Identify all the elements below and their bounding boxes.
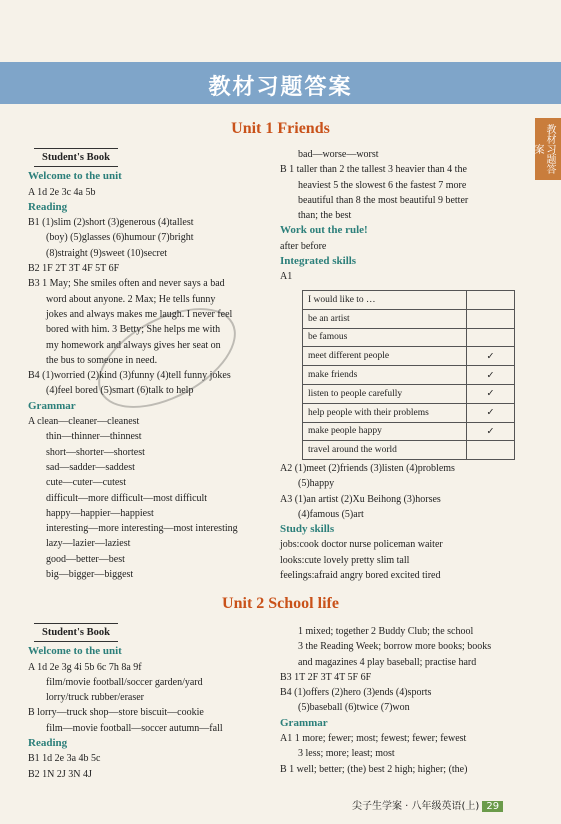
- answer-line: lazy—lazier—laziest: [46, 538, 131, 550]
- answer-line: 3 the Reading Week; borrow more books; books: [298, 641, 492, 653]
- answer-line: and magazines 4 play baseball; practise hard: [298, 656, 477, 668]
- answer-line: film—movie football—soccer autumn—fall: [46, 722, 223, 734]
- section-heading: Grammar: [280, 716, 328, 729]
- check-icon: [467, 309, 515, 328]
- students-book-heading: Student's Book: [34, 623, 118, 642]
- section-heading: Welcome to the unit: [28, 645, 122, 658]
- table-cell-item: I would like to …: [303, 291, 467, 310]
- answer-line: (8)straight (9)sweet (10)secret: [46, 247, 168, 259]
- table-cell-item: meet different people: [303, 347, 467, 366]
- section-heading: Grammar: [28, 399, 76, 412]
- answer-line: happy—happier—happiest: [46, 507, 154, 519]
- table-row: [303, 328, 515, 347]
- check-icon: [467, 328, 515, 347]
- answer-line: good—better—best: [46, 553, 125, 565]
- section-heading: Integrated skills: [280, 255, 357, 268]
- answer-line: B3 1T 2F 3T 4T 5F 6F: [280, 671, 372, 683]
- answer-line: big—bigger—biggest: [46, 569, 134, 581]
- answer-line: short—shorter—shortest: [46, 446, 145, 458]
- answer-line: B 1 well; better; (the) best 2 high; higher; (the): [280, 763, 468, 775]
- check-icon: ✓: [467, 403, 515, 422]
- check-icon: ✓: [467, 366, 515, 385]
- answer-line: interesting—more interesting—most interesting: [46, 523, 238, 535]
- answer-line: jobs:cook doctor nurse policeman waiter: [280, 539, 443, 551]
- unit2-right-column: [280, 624, 520, 777]
- table-row: [303, 347, 515, 366]
- answer-line: 1 mixed; together 2 Buddy Club; the school: [298, 626, 474, 637]
- table-row: [303, 403, 515, 422]
- answer-line: B1 1d 2e 3a 4b 5c: [28, 753, 101, 765]
- answer-line: 3 less; more; least; most: [298, 748, 395, 760]
- check-icon: ✓: [467, 422, 515, 441]
- answer-line: feelings:afraid angry bored excited tired: [280, 570, 441, 582]
- table-cell-item: make friends: [303, 366, 467, 385]
- table-cell-item: be famous: [303, 328, 467, 347]
- table-row: [303, 422, 515, 441]
- answer-line: looks:cute lovely pretty slim tall: [280, 554, 410, 566]
- section-heading: Reading: [28, 200, 68, 213]
- table-row: [303, 309, 515, 328]
- page-title: 教材习题答案: [208, 75, 353, 100]
- unit2-title: Unit 2 School life: [222, 595, 339, 612]
- page-number: 29: [482, 801, 503, 812]
- section-heading: Reading: [28, 737, 68, 750]
- table-cell-item: make people happy: [303, 422, 467, 441]
- answer-line: B4 (1)offers (2)hero (3)ends (4)sports: [280, 687, 432, 699]
- answer-line: A1 1 more; fewer; most; fewest; fewer; fewest: [280, 733, 467, 745]
- answer-line: bored with him. 3 Betty; She helps me with: [46, 324, 221, 336]
- table-cell-item: be an artist: [303, 309, 467, 328]
- answer-line: B lorry—truck shop—store biscuit—cookie: [28, 707, 204, 719]
- section-heading: Study skills: [280, 523, 335, 536]
- unit1-right-column-top: [280, 147, 520, 285]
- answer-line: B2 1F 2T 3T 4F 5T 6F: [28, 263, 120, 275]
- answer-line: lorry/truck rubber/eraser: [46, 692, 145, 704]
- answer-line: sad—sadder—saddest: [46, 461, 135, 473]
- answer-line: film/movie football/soccer garden/yard: [46, 676, 203, 688]
- unit1-title: Unit 1 Friends: [231, 120, 330, 137]
- table-row: [303, 441, 515, 460]
- answer-line: B2 1N 2J 3N 4J: [28, 768, 92, 780]
- answer-line: B1 (1)slim (2)short (3)generous (4)tallest: [28, 217, 194, 229]
- answer-line: A3 (1)an artist (2)Xu Beihong (3)horses: [280, 493, 441, 505]
- answer-line: cute—cuter—cutest: [46, 477, 126, 489]
- answer-line: B3 1 May; She smiles often and never says a bad: [28, 278, 225, 290]
- table-cell-item: help people with their problems: [303, 403, 467, 422]
- section-heading: Welcome to the unit: [28, 170, 122, 183]
- answer-line: B4 (1)worried (2)kind (3)funny (4)tell funny jokes: [28, 370, 231, 382]
- students-book-heading: Student's Book: [34, 148, 118, 167]
- answer-line: beautiful than 8 the most beautiful 9 better: [298, 194, 469, 206]
- answer-line: A2 (1)meet (2)friends (3)listen (4)problems: [280, 463, 455, 474]
- answer-line: (4)famous (5)art: [298, 508, 364, 520]
- answer-line: difficult—more difficult—most difficult: [46, 492, 208, 504]
- answer-line: (5)baseball (6)twice (7)won: [298, 702, 410, 714]
- answer-line: word about anyone. 2 Max; He tells funny: [46, 293, 216, 305]
- table-row: [303, 366, 515, 385]
- page-footer: [352, 797, 503, 812]
- footer-text: 尖子生学案 · 八年级英语(上): [352, 801, 480, 812]
- answer-line: A clean—cleaner—cleanest: [28, 416, 140, 428]
- section-heading: Work out the rule!: [280, 224, 368, 237]
- answer-line: than; the best: [298, 210, 352, 222]
- table-row: [303, 384, 515, 403]
- answer-line: my homework and always gives her seat on: [46, 339, 221, 351]
- answer-line: thin—thinner—thinnest: [46, 431, 142, 443]
- unit2-left-column: [28, 622, 268, 782]
- answer-line: (4)feel bored (5)smart (6)talk to help: [46, 385, 194, 397]
- table-cell-item: travel around the world: [303, 441, 467, 460]
- check-icon: [467, 291, 515, 310]
- answer-line: jokes and always makes me laugh. I never feel: [46, 308, 233, 320]
- table-row: [303, 291, 515, 310]
- table-cell-item: listen to people carefully: [303, 384, 467, 403]
- integrated-skills-table: [302, 290, 515, 460]
- answer-line: after before: [280, 240, 327, 252]
- answer-line: the bus to someone in need.: [46, 354, 158, 366]
- unit1-right-column-bottom: [280, 461, 520, 583]
- answer-line: heaviest 5 the slowest 6 the fastest 7 more: [298, 179, 467, 191]
- check-icon: [467, 441, 515, 460]
- check-icon: ✓: [467, 384, 515, 403]
- answer-line: A 1d 2e 3g 4i 5b 6c 7h 8a 9f: [28, 661, 142, 673]
- answer-line: A1: [280, 271, 293, 283]
- answer-line: (5)happy: [298, 478, 335, 490]
- answer-line: (boy) (5)glasses (6)humour (7)bright: [46, 232, 194, 244]
- answer-line: B 1 taller than 2 the tallest 3 heavier than 4 the: [280, 164, 467, 176]
- answer-line: A 1d 2e 3c 4a 5b: [28, 186, 96, 198]
- section-side-tab: 教材习题答案: [535, 118, 561, 180]
- answer-line: bad—worse—worst: [298, 149, 379, 160]
- check-icon: ✓: [467, 347, 515, 366]
